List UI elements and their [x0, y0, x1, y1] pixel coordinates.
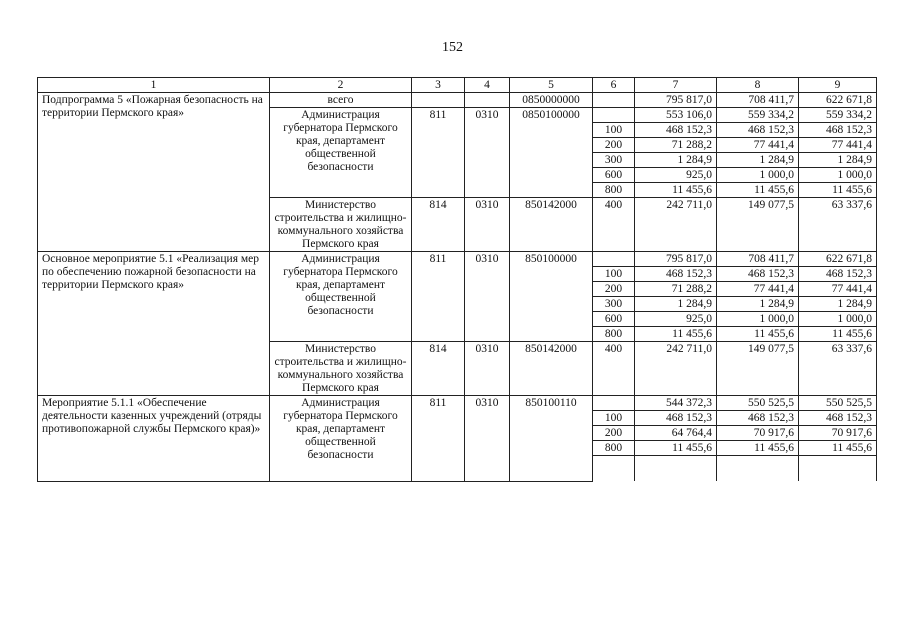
section-name: Основное мероприятие 5.1 «Реализация мер по обеспечению пожарной безопасности на территории Пермского края»	[38, 252, 270, 396]
value-cell: 71 288,2	[635, 138, 717, 153]
kvr-code: 200	[593, 426, 635, 441]
col-header: 9	[799, 78, 877, 93]
org-name: Администрация губернатора Пермского края, департамент общественной безопасности	[270, 108, 412, 198]
grbs-code: 814	[412, 342, 465, 396]
value-cell: 63 337,6	[799, 342, 877, 396]
empty-cell	[799, 456, 877, 482]
value-cell: 1 000,0	[717, 168, 799, 183]
org-name: Администрация губернатора Пермского края, департамент общественной безопасности	[270, 252, 412, 342]
section-code: 0310	[465, 252, 510, 342]
value-cell: 149 077,5	[717, 342, 799, 396]
value-cell: 544 372,3	[635, 396, 717, 411]
value-cell: 468 152,3	[799, 267, 877, 282]
value-cell: 11 455,6	[717, 441, 799, 456]
value-cell: 11 455,6	[635, 441, 717, 456]
value-cell: 1 284,9	[717, 297, 799, 312]
value-cell: 795 817,0	[635, 252, 717, 267]
value-cell: 550 525,5	[799, 396, 877, 411]
value-cell: 1 000,0	[799, 312, 877, 327]
kvr-code: 600	[593, 168, 635, 183]
value-cell: 1 284,9	[799, 297, 877, 312]
kvr-code: 100	[593, 411, 635, 426]
value-cell: 559 334,2	[717, 108, 799, 123]
value-cell: 1 284,9	[635, 153, 717, 168]
value-cell: 622 671,8	[799, 252, 877, 267]
section-code: 0310	[465, 108, 510, 198]
org-name: Администрация губернатора Пермского края, департамент общественной безопасности	[270, 396, 412, 482]
section-name: Мероприятие 5.1.1 «Обеспечение деятельности казенных учреждений (отряды противопожарной службы Пермского края)»	[38, 396, 270, 482]
kvr-code: 300	[593, 297, 635, 312]
col-header: 1	[38, 78, 270, 93]
value-cell: 550 525,5	[717, 396, 799, 411]
total-label: всего	[270, 93, 412, 108]
value-cell: 11 455,6	[717, 327, 799, 342]
kcsr-code: 0850100000	[510, 108, 593, 198]
grbs-code: 811	[412, 108, 465, 198]
value-cell: 1 000,0	[799, 168, 877, 183]
col-header: 6	[593, 78, 635, 93]
col-header: 4	[465, 78, 510, 93]
value-cell: 468 152,3	[799, 123, 877, 138]
value-cell: 553 106,0	[635, 108, 717, 123]
kvr-code: 100	[593, 123, 635, 138]
kvr-code: 800	[593, 327, 635, 342]
header-row	[38, 78, 877, 93]
grbs-code: 811	[412, 396, 465, 482]
value-cell: 468 152,3	[717, 267, 799, 282]
value-cell: 70 917,6	[799, 426, 877, 441]
col-header: 8	[717, 78, 799, 93]
value-cell: 242 711,0	[635, 198, 717, 252]
value-cell: 11 455,6	[799, 327, 877, 342]
grbs-code: 814	[412, 198, 465, 252]
value-cell: 1 284,9	[799, 153, 877, 168]
kvr-code: 300	[593, 153, 635, 168]
kcsr-code: 850100000	[510, 252, 593, 342]
table-row	[38, 396, 877, 411]
value-cell: 622 671,8	[799, 93, 877, 108]
value-cell: 71 288,2	[635, 282, 717, 297]
empty-cell	[635, 456, 717, 482]
value-cell: 11 455,6	[799, 441, 877, 456]
value-cell: 77 441,4	[799, 282, 877, 297]
value-cell: 1 284,9	[635, 297, 717, 312]
col-header: 2	[270, 78, 412, 93]
table-row	[38, 93, 877, 108]
value-cell: 63 337,6	[799, 198, 877, 252]
value-cell: 242 711,0	[635, 342, 717, 396]
value-cell: 11 455,6	[717, 183, 799, 198]
org-name: Министерство строительства и жилищно-коммунального хозяйства Пермского края	[270, 342, 412, 396]
value-cell: 468 152,3	[635, 411, 717, 426]
kvr-code: 100	[593, 267, 635, 282]
value-cell: 468 152,3	[799, 411, 877, 426]
value-cell: 925,0	[635, 312, 717, 327]
empty-cell	[717, 456, 799, 482]
value-cell: 708 411,7	[717, 252, 799, 267]
col-header: 5	[510, 78, 593, 93]
kvr-code: 200	[593, 138, 635, 153]
section-code: 0310	[465, 198, 510, 252]
table-row	[38, 252, 877, 267]
section-code: 0310	[465, 342, 510, 396]
value-cell: 64 764,4	[635, 426, 717, 441]
kcsr-code: 850100110	[510, 396, 593, 482]
kvr-code: 200	[593, 282, 635, 297]
value-cell: 468 152,3	[635, 267, 717, 282]
value-cell: 77 441,4	[717, 138, 799, 153]
value-cell: 149 077,5	[717, 198, 799, 252]
value-cell: 468 152,3	[717, 123, 799, 138]
value-cell: 925,0	[635, 168, 717, 183]
org-name: Министерство строительства и жилищно-коммунального хозяйства Пермского края	[270, 198, 412, 252]
kcsr-code: 0850000000	[510, 93, 593, 108]
value-cell: 11 455,6	[635, 327, 717, 342]
kvr-code: 800	[593, 183, 635, 198]
value-cell: 11 455,6	[635, 183, 717, 198]
value-cell: 1 000,0	[717, 312, 799, 327]
col-header: 3	[412, 78, 465, 93]
kvr-code: 800	[593, 441, 635, 456]
value-cell: 468 152,3	[635, 123, 717, 138]
value-cell: 11 455,6	[799, 183, 877, 198]
col-header: 7	[635, 78, 717, 93]
value-cell: 559 334,2	[799, 108, 877, 123]
section-name: Подпрограмма 5 «Пожарная безопасность на территории Пермского края»	[38, 93, 270, 252]
kvr-code: 600	[593, 312, 635, 327]
value-cell: 77 441,4	[717, 282, 799, 297]
value-cell: 468 152,3	[717, 411, 799, 426]
value-cell: 1 284,9	[717, 153, 799, 168]
value-cell: 708 411,7	[717, 93, 799, 108]
value-cell: 795 817,0	[635, 93, 717, 108]
grbs-code: 811	[412, 252, 465, 342]
value-cell: 70 917,6	[717, 426, 799, 441]
page-number: 152	[442, 40, 463, 55]
value-cell: 77 441,4	[799, 138, 877, 153]
section-code: 0310	[465, 396, 510, 482]
kvr-code: 400	[593, 342, 635, 396]
budget-table	[37, 77, 877, 482]
empty-cell	[593, 456, 635, 482]
kvr-code: 400	[593, 198, 635, 252]
kcsr-code: 850142000	[510, 342, 593, 396]
kcsr-code: 850142000	[510, 198, 593, 252]
